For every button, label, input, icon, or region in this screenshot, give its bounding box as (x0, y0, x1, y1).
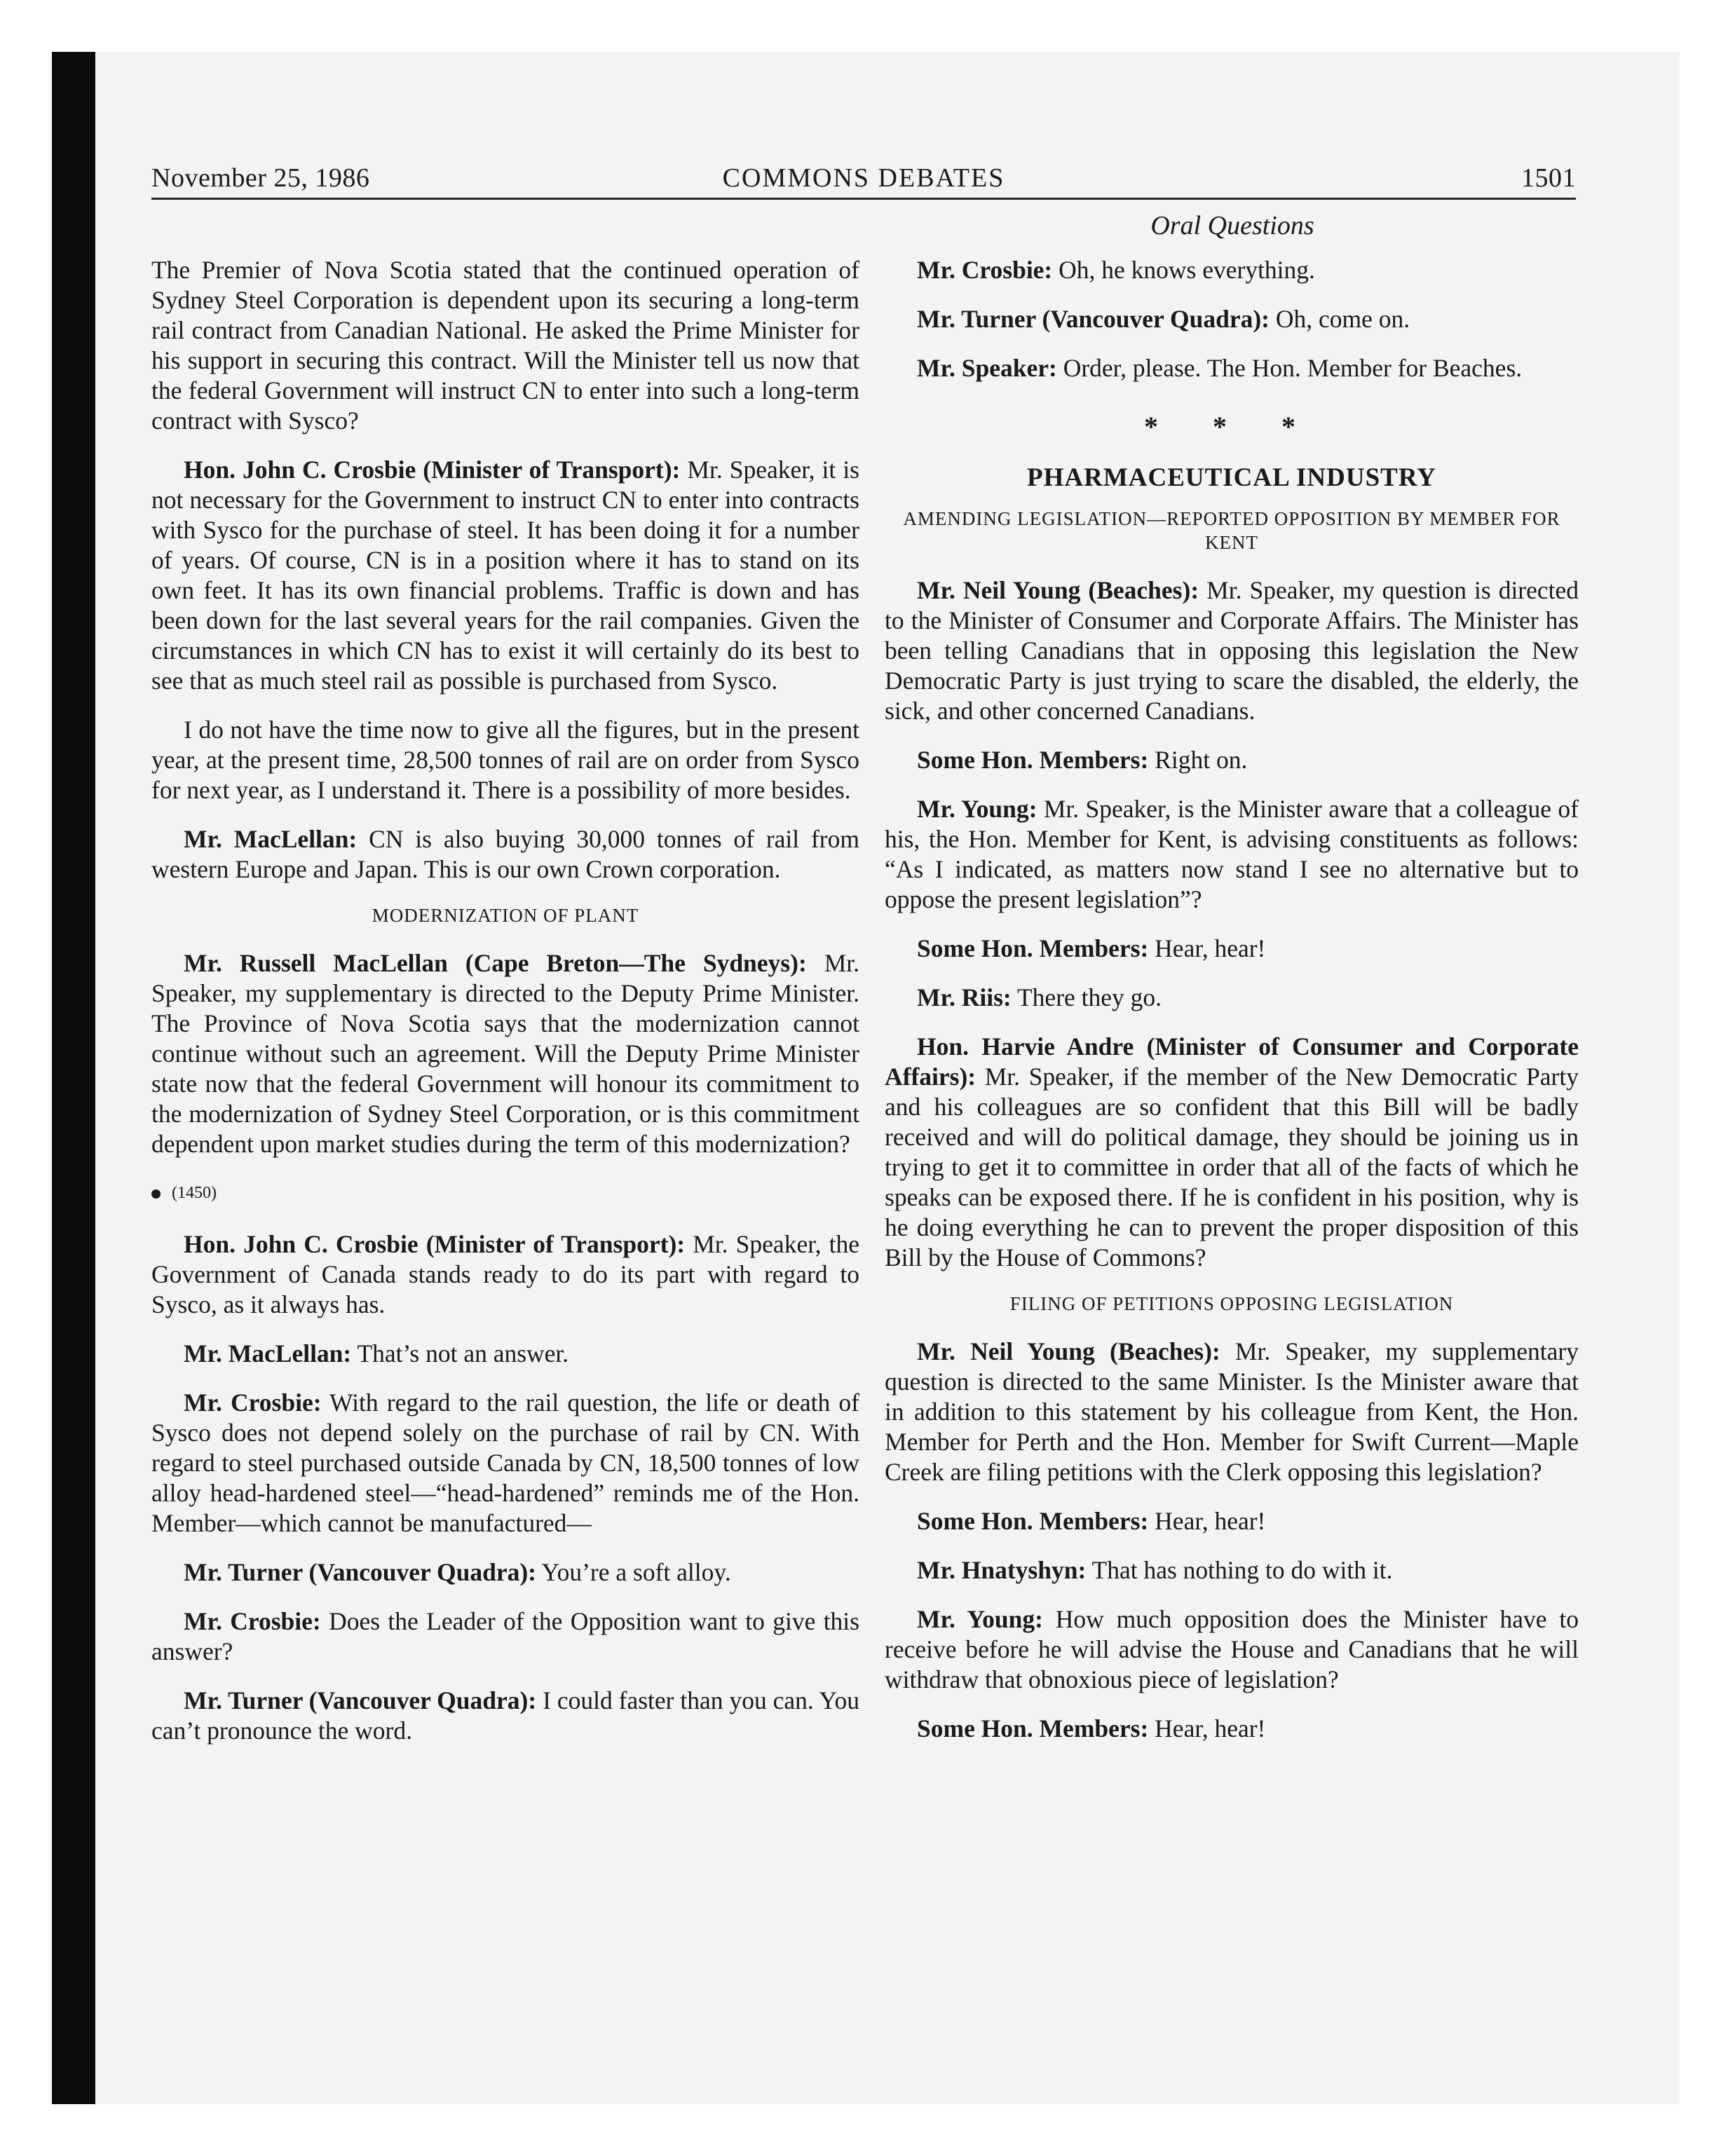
speech-text: That has nothing to do with it. (1086, 1556, 1393, 1584)
header-title: COMMONS DEBATES (722, 163, 1005, 193)
speech-text: That’s not an answer. (351, 1339, 569, 1367)
speech-text: Mr. Speaker, the Government of Canada stands ready to do its part with regard to Sysco, as it always has. (151, 1230, 859, 1318)
speech (885, 794, 1579, 915)
speech-text: Oh, come on. (1269, 305, 1410, 333)
speech (885, 575, 1579, 726)
speech (885, 1714, 1579, 1744)
page-number: 1501 (1521, 163, 1576, 193)
header-date: November 25, 1986 (151, 163, 370, 193)
speaker-name: Mr. Speaker: (917, 354, 1057, 382)
speech (151, 1229, 859, 1320)
speaker-name: Mr. Hnatyshyn: (917, 1556, 1087, 1584)
right-column (885, 255, 1579, 1763)
speech-text: Hear, hear! (1148, 1507, 1266, 1535)
subheading-filing-petitions: FILING OF PETITIONS OPPOSING LEGISLATION (1009, 1293, 1454, 1314)
time-marker (151, 1178, 859, 1208)
speech-text: Mr. Speaker, my supplementary question is directed to the same Minister. Is the Minister aware that in addition to this statement by his colleague from Kent, the Hon. Member for Perth and the Hon. Member for Swift Current—Maple Creek are filing petitions with the Clerk opposing this legislation? (885, 1337, 1579, 1486)
speech-text: Right on. (1148, 746, 1248, 774)
speaker-name: Mr. Crosbie: (917, 256, 1053, 284)
speech-text: With regard to the rail question, the life or death of Sysco does not depend solely on the purchase of rail by CN. With regard to steel purchased outside Canada by CN, 18,500 tonnes of low alloy head-hardened steel—“head-hardened” reminds me of the Hon. Member—which cannot be manufactured— (151, 1389, 859, 1537)
speaker-name: Some Hon. Members: (917, 1507, 1149, 1535)
speaker-name: Hon. John C. Crosbie (Minister of Transport): (184, 1230, 686, 1258)
speech-text: Mr. Speaker, is the Minister aware that a colleague of his, the Hon. Member for Kent, is advising constituents as follows: “As I indicated, as matters now stand I see no alternative but to oppose the present legislation”? (885, 795, 1579, 913)
speech (885, 1555, 1579, 1585)
speech (885, 983, 1579, 1013)
speaker-name: Mr. Young: (917, 1605, 1043, 1633)
subheading-amending-legislation: AMENDING LEGISLATION—REPORTED OPPOSITION BY MEMBER FOR KENT (903, 508, 1560, 553)
speech-text: Order, please. The Hon. Member for Beaches. (1056, 354, 1523, 382)
paragraph: The Premier of Nova Scotia stated that the continued operation of Sydney Steel Corporation is dependent upon its securing a long-term rail contract from Canadian National. He asked the Prime Minister for his support in securing this contract. Will the Minister tell us now that the federal Government will instruct CN to enter into such a long-term contract with Sysco? (151, 256, 859, 435)
speaker-name: Mr. MacLellan: (184, 1339, 352, 1367)
subheading-modernization: MODERNIZATION OF PLANT (372, 905, 639, 926)
speech (885, 255, 1579, 285)
speech-text: Hear, hear! (1148, 1714, 1266, 1742)
speech (885, 304, 1579, 334)
speech (151, 948, 859, 1159)
speech (151, 1388, 859, 1538)
speech (885, 353, 1579, 383)
speaker-name: Mr. Turner (Vancouver Quadra): (917, 305, 1270, 333)
speech-text: You’re a soft alloy. (536, 1558, 731, 1586)
speech-text: Mr. Speaker, my supplementary is directed to the Deputy Prime Minister. The Province of Nova Scotia says that the modernization cannot continue without such an agreement. Will the Deputy Prime Minister state now that the federal Government will honour its commitment to the modernization of Sydney Steel Corporation, or is this commitment dependent upon market studies during the term of this modernization? (151, 949, 859, 1158)
bullet-icon (151, 1189, 161, 1199)
paragraph: I do not have the time now to give all the figures, but in the present year, at the present time, 28,500 tonnes of rail are on order from Sysco for next year, as I understand it. There is a possibility of more besides. (151, 716, 859, 804)
speech-text: There they go. (1011, 983, 1162, 1011)
speech-text: Mr. Speaker, my question is directed to the Minister of Consumer and Corporate Affairs. The Minister has been telling Canadians that in opposing this legislation the New Democratic Party is just trying to scare the disabled, the elderly, the sick, and other concerned Canadians. (885, 576, 1579, 725)
speech-text: How much opposition does the Minister have to receive before he will advise the House and Canadians that he will withdraw that obnoxious piece of legislation? (885, 1605, 1579, 1693)
speech (151, 1686, 859, 1746)
speaker-name: Mr. Crosbie: (184, 1607, 321, 1635)
speech (151, 1606, 859, 1667)
speech-text: I could faster than you can. You can’t pronounce the word. (151, 1686, 859, 1745)
speaker-name: Mr. Neil Young (Beaches): (917, 576, 1199, 604)
speaker-name: Mr. Turner (Vancouver Quadra): (184, 1558, 536, 1586)
speech (151, 455, 859, 696)
speaker-name: Mr. Crosbie: (184, 1389, 322, 1417)
speaker-name: Some Hon. Members: (917, 1714, 1149, 1742)
time-marker-text: (1450) (172, 1184, 217, 1202)
speech (885, 1337, 1579, 1487)
speech (885, 934, 1579, 964)
speech-text: Hear, hear! (1148, 934, 1266, 962)
speech (151, 1557, 859, 1588)
speaker-name: Mr. Turner (Vancouver Quadra): (184, 1686, 537, 1714)
scan-edge-shadow (52, 52, 95, 2104)
speech (151, 824, 859, 885)
speech (151, 1339, 859, 1369)
section-divider: * * * (1144, 411, 1319, 442)
page-header (151, 158, 1576, 200)
speech (885, 1032, 1579, 1273)
speech-text: Mr. Speaker, it is not necessary for the Government to instruct CN to enter into contracts with Sysco for the purchase of steel. It has been doing it for a number of years. Of course, CN is in a position where it has to stand on its own feet. It has its own financial problems. Traffic is down and has been down for the last several years for the rail companies. Given the circumstances in which CN has to exist it will certainly do its best to see that as much steel rail as possible is purchased from Sysco. (151, 456, 859, 695)
speaker-name: Mr. Neil Young (Beaches): (917, 1337, 1220, 1365)
speech-text: Does the Leader of the Opposition want to give this answer? (151, 1607, 859, 1665)
speech (885, 1506, 1579, 1536)
speaker-name: Hon. Harvie Andre (Minister of Consumer and Corporate Affairs): (885, 1032, 1579, 1091)
section-label: Oral Questions (1150, 211, 1314, 240)
speech (885, 745, 1579, 775)
left-column (151, 255, 859, 1765)
speaker-name: Hon. John C. Crosbie (Minister of Transport): (184, 456, 681, 484)
speech-text: Mr. Speaker, if the member of the New Democratic Party and his colleagues are so confident that this Bill will be badly received and will do political damage, they should be joining us in trying to get it to committee in order that all of the facts of which he speaks can be exposed there. If he is confident in his position, why is he doing everything he can to prevent the proper disposition of this Bill by the House of Commons? (885, 1063, 1579, 1271)
speaker-name: Mr. Riis: (917, 983, 1012, 1011)
speaker-name: Some Hon. Members: (917, 934, 1149, 962)
speech-text: CN is also buying 30,000 tonnes of rail from western Europe and Japan. This is our own Crown corporation. (151, 825, 859, 883)
speaker-name: Some Hon. Members: (917, 746, 1149, 774)
speech-text: Oh, he knows everything. (1052, 256, 1315, 284)
speaker-name: Mr. Young: (917, 795, 1037, 823)
speaker-name: Mr. Russell MacLellan (Cape Breton—The Sydneys): (184, 949, 807, 977)
speaker-name: Mr. MacLellan: (184, 825, 358, 853)
section-heading: PHARMACEUTICAL INDUSTRY (1027, 463, 1436, 492)
speech (885, 1604, 1579, 1695)
